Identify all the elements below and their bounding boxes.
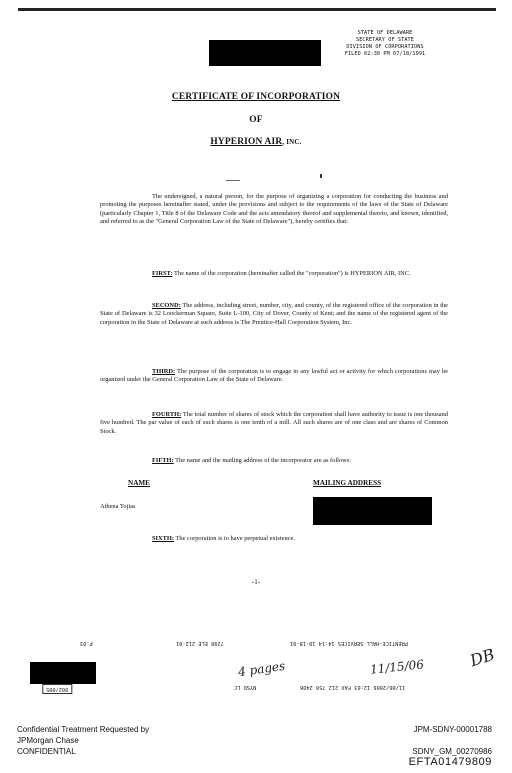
stamp-line-1: STATE OF DELAWARE <box>357 30 413 36</box>
fax-header-number: 7298 ELE 212-01 <box>176 640 224 646</box>
article-sixth: SIXTH: The corporation is to have perpetual existence. <box>152 535 295 542</box>
company-name: HYPERION AIR, INC. <box>210 137 302 147</box>
footer-left-line-3: CONFIDENTIAL <box>17 747 76 756</box>
article-fifth: FIFTH: The name and the mailing address of the incorporator are as follows: <box>152 457 352 464</box>
fax-box-page: 002/005 <box>42 684 72 694</box>
bates-jpm: JPM-SDNY-00001788 <box>413 725 492 734</box>
scan-border-top <box>18 8 496 11</box>
fax-header-page: P.03 <box>80 640 93 646</box>
column-header-name: NAME <box>128 479 150 487</box>
document-page <box>18 8 496 698</box>
stamp-line-4: FILED 02:30 PM 07/18/1991 <box>344 51 426 57</box>
page-number: -1- <box>251 578 261 586</box>
footer-left-line-1: Confidential Treatment Requested by <box>17 725 150 734</box>
footer-bates <box>409 724 492 768</box>
stray-mark-2 <box>320 174 322 178</box>
intro-paragraph: The undersigned, a natural person, for the purpose of organizing a corporation for conducting the business and promoting the purposes hereinafter stated, under the provisions and subject to the requirements of the laws of the State of Delaware (particularly Chapter 1, Title 8 of the Delaware Code and the acts amendatory thereof and supplemental thereto, and known, identified, and referred to as the "General Corporation Law of the State of Delaware"), hereby certifies that: <box>100 193 448 226</box>
redaction-fax-bottom <box>30 662 96 684</box>
document-title: CERTIFICATE OF INCORPORATION <box>171 92 341 102</box>
stamp-line-3: DIVISION OF CORPORATIONS <box>346 44 424 50</box>
article-third: THIRD: The purpose of the corporation is to engage in any lawful act or activity for which corporations may be organized under the General Corporation Law of the State of Delaware. <box>100 368 449 384</box>
bates-efta: EFTA01479809 <box>408 756 492 768</box>
footer-spacer <box>409 735 492 746</box>
fax-footer-timestamp: 11/06/2006 12:03 FAX 212 750 2408 <box>300 684 406 690</box>
handwritten-initials: DB <box>467 644 497 671</box>
handwritten-page-count: 4 pages <box>237 658 286 680</box>
redaction-header <box>209 40 321 66</box>
handwritten-date: 11/15/06 <box>369 657 425 677</box>
footer-confidential <box>17 724 149 757</box>
bates-sdny: SDNY_GM_00270986 <box>412 747 492 756</box>
article-second: SECOND: The address, including street, number, city, and county, of the registered office of the corporation in the State of Delaware is 32 Loockerman Square, Suite L-100, City of Dover, County of Kent; and the name of the registered agent of the corporation in the State of Delaware at such address is The Prentice-Hall Corporation System, Inc. <box>100 302 449 326</box>
article-first: FIRST: The name of the corporation (hereinafter called the "corporation") is HYPERION AIR, INC. <box>152 270 411 277</box>
fax-header-sender: PRENTICE-HALL SERVICES 14:14 10-18-91 <box>290 640 408 646</box>
stray-mark <box>226 180 240 181</box>
redaction-address <box>313 497 432 525</box>
filing-stamp <box>330 30 440 58</box>
incorporator-name: Athena Tojias <box>100 503 136 510</box>
title-of: OF <box>249 115 263 125</box>
footer-left-line-2: JPMorgan Chase <box>17 736 79 745</box>
column-header-mailing-address: MAILING ADDRESS <box>313 479 382 487</box>
fax-footer-court: NYSD LC <box>234 684 257 690</box>
article-fourth: FOURTH: The total number of shares of stock which the corporation shall have authority to issue is one thousand five hundred. The par value of each of such shares is one tenth of a mill. All such shares are of one class and are shares of Common Stock. <box>100 411 448 435</box>
stamp-line-2: SECRETARY OF STATE <box>355 37 415 43</box>
